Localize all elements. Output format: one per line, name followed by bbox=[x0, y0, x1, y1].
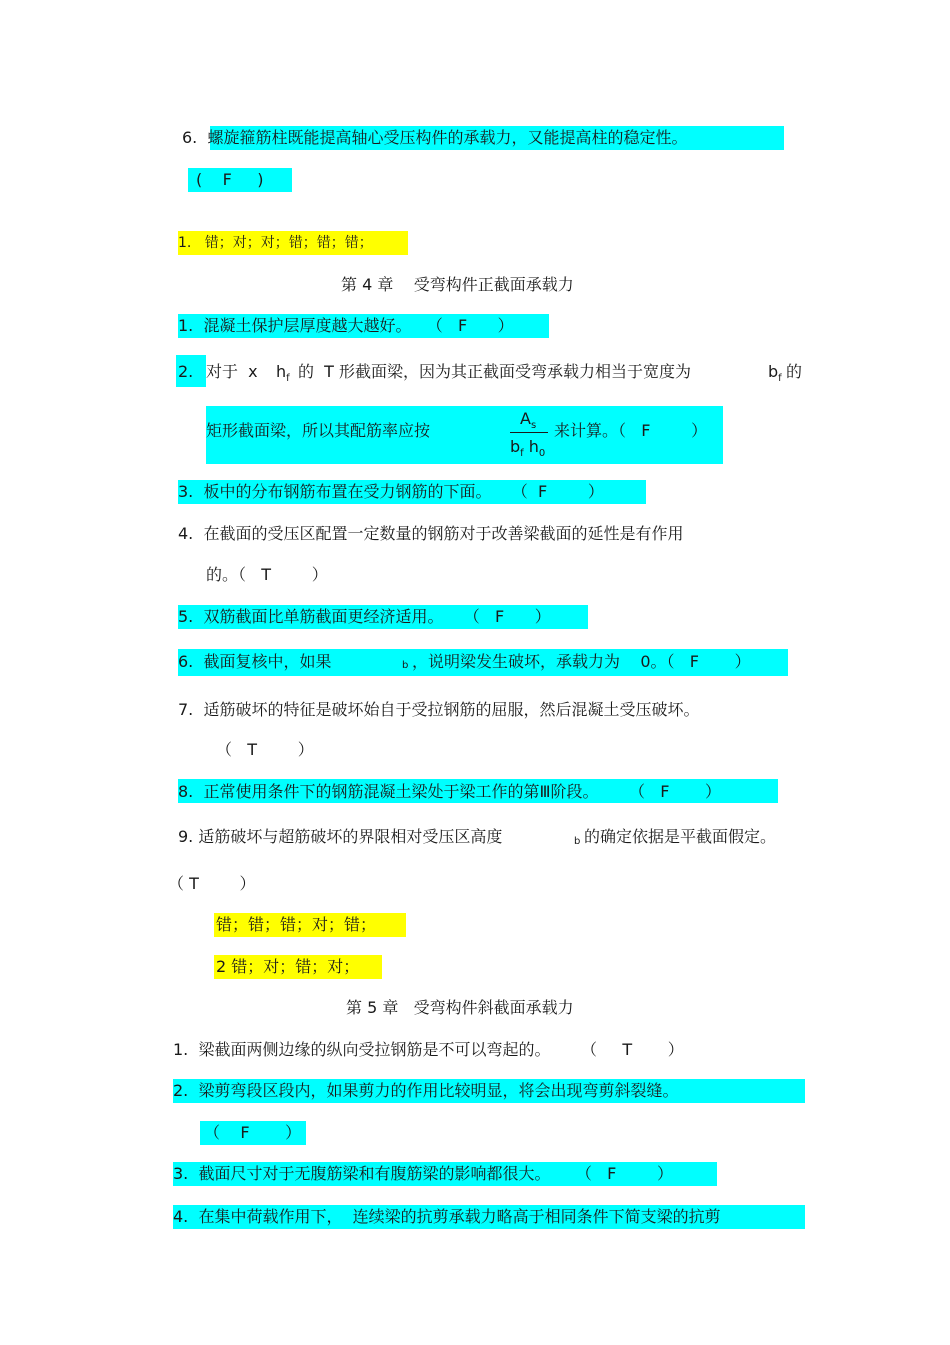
ch4-q9-line2: （ T ） bbox=[168, 874, 256, 893]
ch4-q9-b: 的确定依据是平截面假定。 bbox=[584, 827, 777, 846]
ch4-answers2: 2 错；对；错；对； bbox=[216, 957, 360, 976]
bf-den-symbol: b bbox=[510, 437, 521, 456]
ch4-answers1: 错；错；错；对；错； bbox=[216, 915, 377, 934]
ratio-numerator bbox=[520, 409, 536, 432]
ch3-answers: 1. 错；对；对；错；错；错； bbox=[178, 235, 373, 251]
ratio-denominator bbox=[510, 437, 545, 460]
h0-subscript: 0 bbox=[538, 448, 546, 459]
ch4-q6-a: 6. 截面复核中，如果 bbox=[178, 652, 332, 671]
bf-subscript: f bbox=[778, 373, 782, 384]
ch4-q2-hf bbox=[276, 362, 290, 385]
ch4-q5: 5. 双筋截面比单筋截面更经济适用。 （ F ） bbox=[178, 607, 551, 626]
ratio-fraction-bar bbox=[510, 432, 548, 433]
ch4-q6-sub: b bbox=[402, 660, 409, 671]
bf-symbol: b bbox=[768, 362, 779, 381]
bf-den-subscript: f bbox=[520, 448, 524, 459]
ch4-q2-b: 的 T 形截面梁，因为其正截面受弯承载力相当于宽度为 bbox=[298, 362, 692, 381]
ch5-title: 第 5 章 受弯构件斜截面承载力 bbox=[346, 998, 574, 1017]
ch5-q1: 1. 梁截面两侧边缘的纵向受拉钢筋是不可以弯起的。 （ T ） bbox=[173, 1040, 684, 1059]
ch4-q2-c: 的 bbox=[786, 362, 803, 381]
ch4-q4-line1: 4. 在截面的受压区配置一定数量的钢筋对于改善梁截面的延性是有作用 bbox=[178, 524, 684, 543]
ch3-q6-answer: ( F ) bbox=[196, 170, 264, 189]
ch4-q7-line2: （ T ） bbox=[216, 740, 314, 759]
ch4-q9-sub: b bbox=[574, 836, 581, 847]
hf-subscript: f bbox=[286, 373, 290, 384]
ch5-q2-line1: 2. 梁剪弯段区段内，如果剪力的作用比较明显，将会出现弯剪斜裂缝。 bbox=[173, 1081, 679, 1100]
ch4-q6-b: ，说明梁发生破坏，承载力为 0。（ F ） bbox=[412, 652, 751, 671]
ch4-q9-a: 9. 适筋破坏与超筋破坏的界限相对受压区高度 bbox=[178, 827, 503, 846]
as-symbol: A bbox=[520, 409, 531, 428]
ch5-q3: 3. 截面尺寸对于无腹筋梁和有腹筋梁的影响都很大。 （ F ） bbox=[173, 1164, 674, 1183]
h0-symbol: h bbox=[528, 437, 539, 456]
ch4-q7-line1: 7. 适筋破坏的特征是破坏始自于受拉钢筋的屈服，然后混凝土受压破坏。 bbox=[178, 700, 700, 719]
ch4-q2-num: 2. bbox=[178, 362, 194, 381]
as-subscript: s bbox=[530, 420, 537, 431]
ch4-title: 第 4 章 受弯构件正截面承载力 bbox=[341, 275, 574, 294]
ch4-q2-bf bbox=[768, 362, 782, 385]
ch3-q6-text: 6. 螺旋箍筋柱既能提高轴心受压构件的承载力，又能提高柱的稳定性。 bbox=[182, 128, 688, 147]
ch4-q4-line2: 的。（ T ） bbox=[206, 565, 328, 584]
ch5-q4: 4. 在集中荷载作用下， 连续梁的抗剪承载力略高于相同条件下简支梁的抗剪 bbox=[173, 1207, 721, 1226]
ch4-q2-a: 对于 x bbox=[206, 362, 258, 381]
ch4-q3: 3. 板中的分布钢筋布置在受力钢筋的下面。 （ F ） bbox=[178, 482, 604, 501]
hf-symbol: h bbox=[276, 362, 287, 381]
ch5-q2-line2: （ F ） bbox=[204, 1123, 302, 1142]
ch4-q2-line2: 矩形截面梁，所以其配筋率应按 bbox=[206, 421, 431, 440]
ch4-q1: 1. 混凝土保护层厚度越大越好。 （ F ） bbox=[178, 316, 514, 335]
ch4-q8: 8. 正常使用条件下的钢筋混凝土梁处于梁工作的第Ⅲ阶段。 （ F ） bbox=[178, 782, 722, 801]
ch4-q2-tail: 来计算。（ F ） bbox=[554, 421, 708, 440]
